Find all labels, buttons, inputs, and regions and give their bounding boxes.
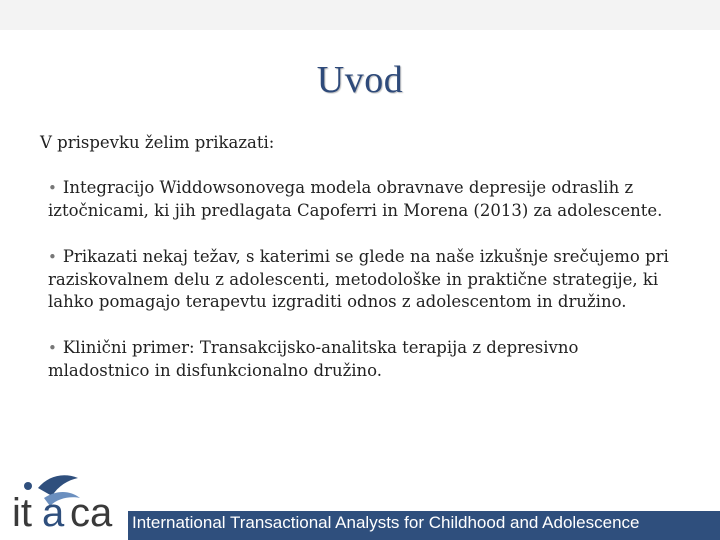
logo-wordmark: ca bbox=[70, 491, 113, 535]
logo-wordmark: it bbox=[12, 491, 32, 535]
logo-dot bbox=[24, 482, 32, 490]
intro-text: V prispevku želim prikazati: bbox=[40, 133, 275, 152]
organization-name: International Transactional Analysts for Childhood and Adolescence bbox=[132, 513, 640, 532]
bullet-line: iztočnicami, ki jih predlagata Capoferri in Morena (2013) za adolescente. bbox=[48, 200, 663, 220]
bullet-item bbox=[48, 337, 688, 382]
top-band bbox=[0, 0, 720, 30]
slide-title: Uvod bbox=[316, 59, 404, 101]
bullet-line: Integracijo Widdowsonovega modela obravnave depresije odraslih z bbox=[62, 178, 634, 197]
bullet-dot-icon: • bbox=[48, 339, 57, 357]
bullet-line: raziskovalnem delu z adolescenti, metodološke in praktične strategije, ki bbox=[48, 269, 659, 289]
bullet-line: mladostnico in disfunkcionalno družino. bbox=[48, 360, 383, 380]
bullet-item bbox=[48, 177, 688, 222]
bullet-dot-icon: • bbox=[48, 248, 57, 266]
bullet-line: Prikazati nekaj težav, s katerimi se glede na naše izkušnje srečujemo pri bbox=[62, 247, 669, 266]
bullet-line: lahko pomagajo terapevtu izgraditi odnos z adolescentom in družino. bbox=[48, 292, 627, 311]
bullet-dot-icon: • bbox=[48, 179, 57, 197]
bullet-line: Klinični primer: Transakcijsko-analitska terapija z depresivno bbox=[62, 338, 579, 357]
itaca-logo bbox=[8, 468, 126, 536]
logo-wordmark: a bbox=[42, 491, 65, 535]
bullet-item bbox=[48, 246, 688, 314]
